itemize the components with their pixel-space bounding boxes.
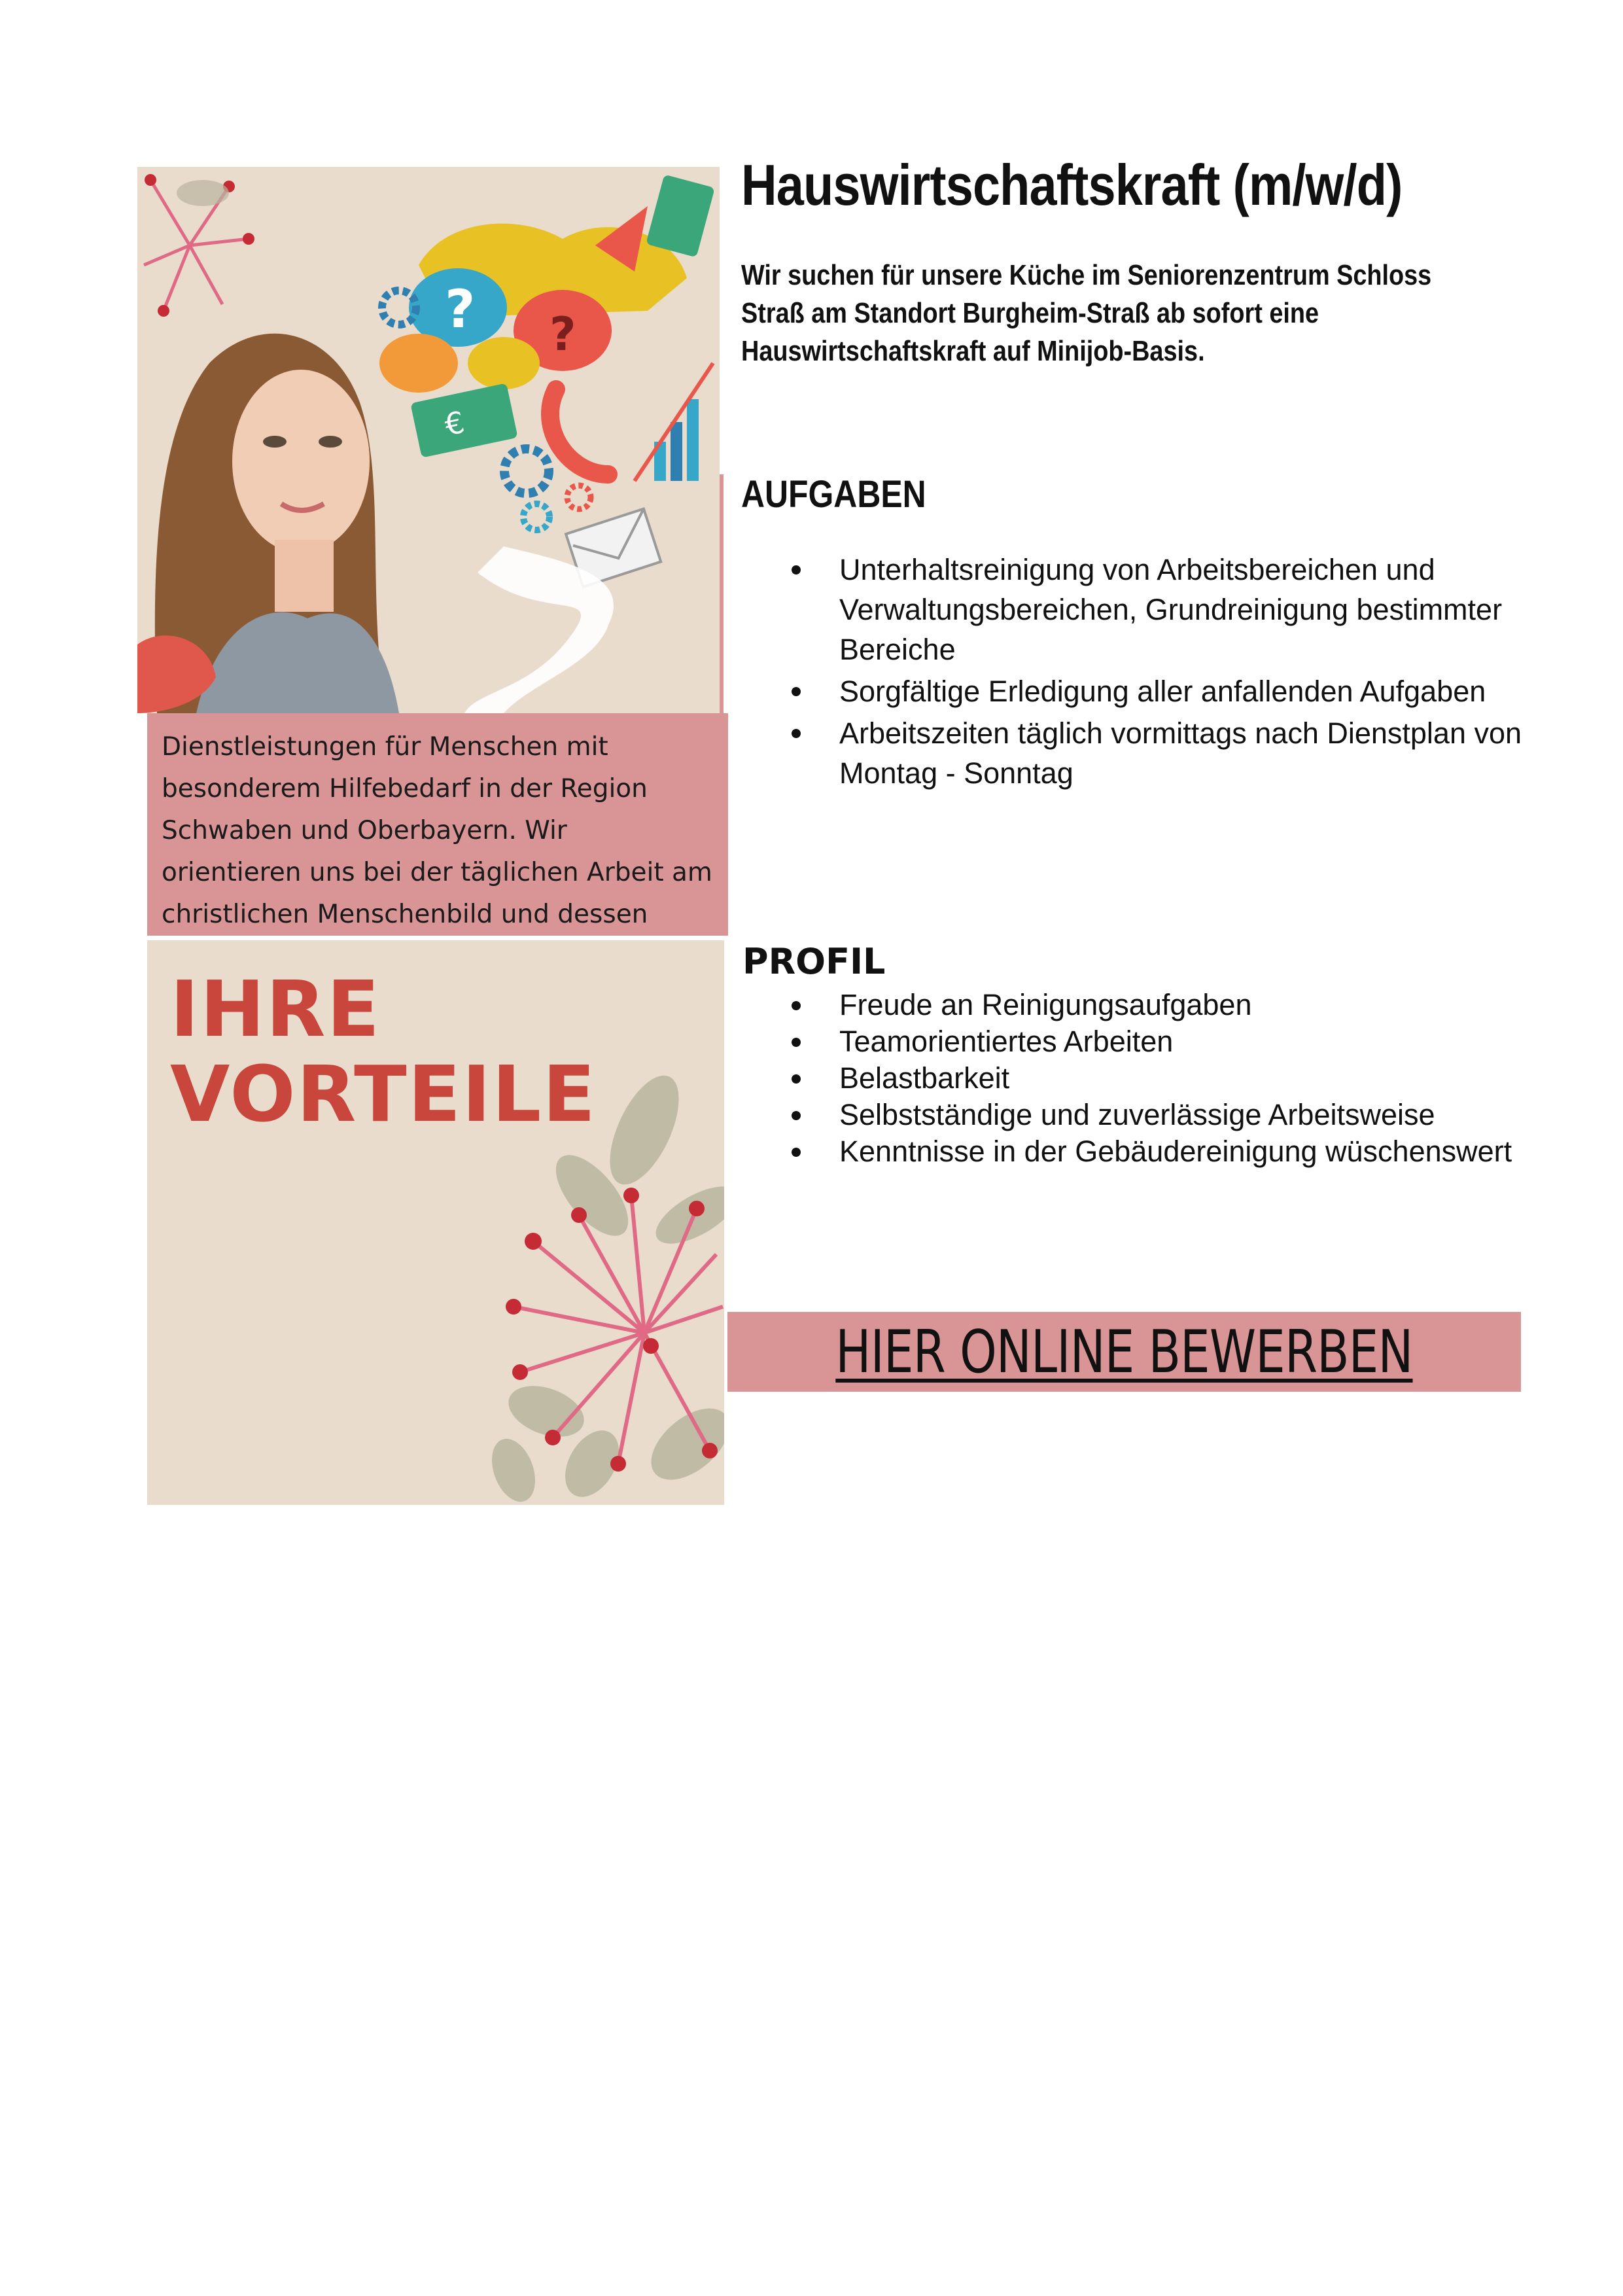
benefits-title: IHRE VORTEILE [170, 964, 597, 1139]
bullet-icon [792, 565, 801, 574]
bullet-icon [792, 1038, 801, 1047]
profil-list [741, 987, 1539, 1170]
svg-text:?: ? [445, 279, 476, 340]
svg-text:€: € [441, 404, 468, 443]
list-item: Sorgfältige Erledigung aller anfallenden Aufgaben [741, 671, 1539, 711]
list-item: Belastbarkeit [741, 1060, 1539, 1097]
about-text: Dienstleistungen für Menschen mit besonderem Hilfebedarf in der Region Schwaben und Oberbayern. Wir orientieren uns bei der täglichen Arbeit am christlichen Menschenbild und dessen [162, 732, 712, 929]
benefits-image [147, 940, 724, 1505]
aufgaben-heading: AUFGABEN [741, 473, 926, 516]
svg-text:?: ? [550, 308, 576, 361]
hero-image [137, 167, 720, 713]
bullet-icon [792, 687, 801, 696]
list-item: Unterhaltsreinigung von Arbeitsbereichen und Verwaltungsbereichen, Grundreinigung bestimmter Bereiche [741, 550, 1539, 669]
bullet-icon [792, 1001, 801, 1010]
about-box [147, 713, 728, 936]
apply-online-label[interactable]: HIER ONLINE BEWERBEN [835, 1317, 1413, 1386]
list-item: Arbeitszeiten täglich vormittags nach Dienstplan von Montag - Sonntag [741, 713, 1539, 793]
list-item: Kenntnisse in der Gebäudereinigung wüschenswert [741, 1133, 1539, 1170]
bullet-icon [792, 1111, 801, 1120]
bullet-icon [792, 1074, 801, 1084]
apply-online-button[interactable] [727, 1312, 1521, 1392]
bullet-icon [792, 729, 801, 738]
aufgaben-list [741, 550, 1539, 795]
list-item: Selbstständige und zuverlässige Arbeitsweise [741, 1097, 1539, 1133]
list-item: Teamorientiertes Arbeiten [741, 1023, 1539, 1060]
profil-heading: PROFIL [742, 941, 886, 982]
bullet-icon [792, 1148, 801, 1157]
list-item: Freude an Reinigungsaufgaben [741, 987, 1539, 1023]
job-title: Hauswirtschaftskraft (m/w/d) [741, 152, 1403, 217]
job-intro: Wir suchen für unsere Küche im Seniorenzentrum Schloss Straß am Standort Burgheim-Straß ab sofort eine Hauswirtschaftskraft auf Minijob-Basis. [741, 259, 1432, 367]
